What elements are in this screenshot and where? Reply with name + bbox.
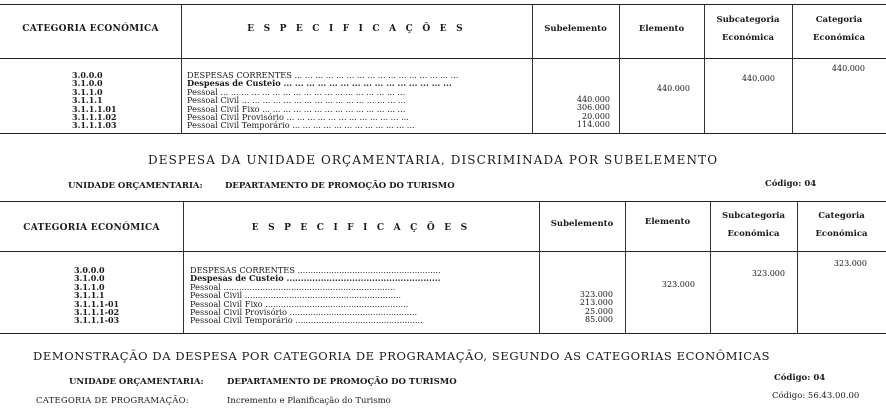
- spec-item: Pessoal Civil Provisório .................................................: [190, 308, 418, 317]
- code-item: 3.1.1.0: [72, 86, 103, 97]
- code-item: 3.0.0.0: [72, 70, 103, 80]
- code-item: 3.1.0.0: [72, 78, 103, 89]
- spec-item: Pessoal ..................................................................: [190, 282, 396, 292]
- code-item: 3.1.1.1.01: [72, 103, 117, 114]
- subelemento-value: 440.000: [576, 95, 610, 104]
- subelemento-value: 306.000: [576, 103, 610, 113]
- spec-item: DESPESAS CORRENTES .......................................................: [190, 266, 441, 275]
- codes-list: [72, 71, 117, 130]
- subelemento-values: [545, 291, 613, 325]
- categoria-programacao-value: Incremento e Planificação do Turismo: [227, 396, 391, 406]
- header-especificacoes: E S P E C I F I C A Ç Õ E S: [251, 223, 471, 233]
- subelemento-value: 25.000: [585, 306, 613, 316]
- subelemento-value: 213.000: [579, 298, 613, 308]
- elemento-value: 323.000: [661, 280, 695, 289]
- header-elemento: Elemento: [638, 24, 685, 34]
- code-item: 3.1.0.0: [74, 273, 105, 284]
- header-subelemento: Subelemento: [550, 219, 614, 229]
- code-item: 3.0.0.0: [74, 265, 105, 275]
- header-categoria: Categoria Económica: [812, 15, 866, 43]
- budget-table-1: [0, 4, 886, 134]
- categoria-programacao-label: CATEGORIA DE PROGRAMAÇÃO:: [36, 396, 189, 406]
- spec-item: Pessoal Civil Provisório ... ... ... ... ... ... ... ... ... ... ... ...: [187, 113, 409, 122]
- categoria-value: 323.000: [833, 259, 867, 268]
- codigo-label: Código: 04: [765, 179, 817, 189]
- code-item: 3.1.1.0: [74, 281, 105, 292]
- code-item: 3.1.1.1.03: [72, 120, 117, 131]
- header-categoria: Categoria Económica: [815, 211, 868, 239]
- code-item: 3.1.1.1-03: [74, 315, 120, 326]
- code-item: 3.1.1.1: [72, 95, 103, 106]
- header-subcategoria: Subcategoria Económica: [721, 211, 786, 239]
- spec-item: Pessoal ... ... ... ... ... ... ... ... ... ... ... ... ... ... ... ... ... ...: [187, 87, 406, 97]
- spec-item: DESPESAS CORRENTES ... ... ... ... ... ... ... ... ... ... ... ... ... ... ... ...: [187, 71, 459, 80]
- spec-item: Pessoal Civil Temporário ... ... ... ... ... ... ... ... ... ... ... ...: [187, 121, 415, 130]
- specs-list: [187, 71, 527, 130]
- elemento-value: 440.000: [656, 84, 690, 93]
- subelemento-value: 323.000: [579, 290, 613, 299]
- header-subcategoria: Subcategoria Económica: [716, 15, 780, 43]
- unidade-value: DEPARTAMENTO DE PROMOÇÃO DO TURISMO: [225, 181, 455, 191]
- section-heading-subelemento: DESPESA DA UNIDADE ORÇAMENTARIA, DISCRIMINADA POR SUBELEMENTO: [148, 153, 719, 167]
- subcategoria-value: 323.000: [751, 269, 785, 278]
- code-item: 3.1.1.1.02: [72, 112, 117, 123]
- header-elemento: Elemento: [644, 217, 691, 227]
- codigo-label-3: Código: 56.43.00.00: [772, 391, 860, 401]
- subcategoria-value: 440.000: [741, 74, 775, 83]
- code-item: 3.1.1.1: [74, 290, 105, 301]
- subelemento-value: 114.000: [576, 120, 610, 130]
- specs-list: [190, 266, 533, 325]
- unidade-value-2: DEPARTAMENTO DE PROMOÇÃO DO TURISMO: [227, 377, 457, 387]
- spec-item: Pessoal Civil Fixo ... ... ... ... ... ... ... ... ... ... ... ... ... ...: [187, 104, 406, 114]
- header-subelemento: Subelemento: [544, 24, 607, 34]
- codigo-label-2: Código: 04: [774, 373, 826, 383]
- subelemento-value: 20.000: [582, 111, 610, 121]
- subelemento-values: [540, 96, 610, 130]
- unidade-label: UNIDADE ORÇAMENTARIA:: [68, 181, 203, 191]
- spec-item: Pessoal Civil Fixo .......................................................: [190, 299, 409, 309]
- spec-item: Pessoal Civil ............................................................: [190, 291, 401, 300]
- section-heading-programacao: DEMONSTRAÇÃO DA DESPESA POR CATEGORIA DE PROGRAMAÇÃO, SEGUNDO AS CATEGORIAS ECONÔMICAS: [33, 349, 771, 363]
- spec-item: Pessoal Civil ... ... ... ... ... ... ... ... ... ... ... ... ... ... ... ...: [187, 96, 406, 105]
- categoria-value: 440.000: [831, 64, 865, 73]
- codes-list: [74, 266, 119, 325]
- code-item: 3.1.1.1-02: [74, 307, 120, 318]
- budget-table-2: [0, 201, 886, 334]
- code-item: 3.1.1.1-01: [74, 298, 120, 309]
- spec-item: Despesas de Custeio ......................................................: [190, 274, 441, 283]
- header-categoria-economica: CATEGORIA ECONÓMICA: [22, 24, 159, 34]
- spec-item: Despesas de Custeio ... ... ... ... ... ... ... ... ... ... ... ... ... ... ...: [187, 79, 452, 88]
- unidade-label-2: UNIDADE ORÇAMENTARIA:: [69, 377, 204, 387]
- header-especificacoes: E S P E C I F I C A Ç Õ E S: [247, 24, 466, 34]
- header-categoria-economica: CATEGORIA ECONÓMICA: [23, 223, 160, 233]
- subelemento-value: 85.000: [585, 315, 613, 325]
- spec-item: Pessoal Civil Temporário .................................................: [190, 316, 423, 325]
